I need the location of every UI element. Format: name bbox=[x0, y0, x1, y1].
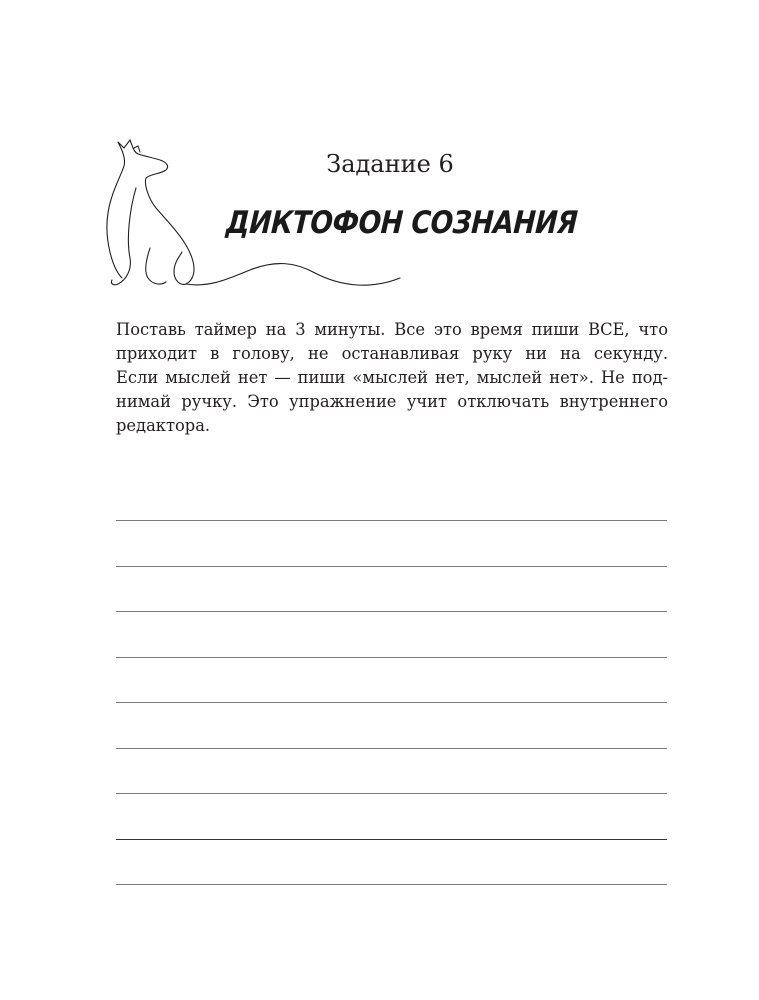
task-number-heading: Задание 6 bbox=[326, 150, 454, 178]
instruction-line: приходит в голову, не останавливая руку ни на секунду. bbox=[116, 344, 668, 363]
writing-line[interactable] bbox=[116, 748, 667, 749]
writing-line[interactable] bbox=[116, 884, 667, 885]
writing-area[interactable] bbox=[116, 520, 667, 930]
writing-line[interactable] bbox=[116, 702, 667, 703]
task-title-heading: ДИКТОФОН СОЗНАНИЯ bbox=[224, 205, 579, 241]
instructions-paragraph bbox=[116, 318, 668, 438]
instruction-line: редактора. bbox=[116, 416, 211, 435]
instruction-line: Если мыслей нет — пиши «мыслей нет, мыслей нет». Не под- bbox=[116, 368, 668, 387]
writing-line[interactable] bbox=[116, 657, 667, 658]
instruction-line: Поставь таймер на 3 минуты. Все это время пиши ВСЕ, что bbox=[116, 320, 668, 339]
writing-line[interactable] bbox=[116, 566, 667, 567]
writing-line[interactable] bbox=[116, 611, 667, 612]
writing-line[interactable] bbox=[116, 520, 667, 521]
writing-line[interactable] bbox=[116, 839, 667, 840]
writing-line[interactable] bbox=[116, 793, 667, 794]
instruction-line: нимай ручку. Это упражнение учит отключать внутреннего bbox=[116, 392, 668, 411]
